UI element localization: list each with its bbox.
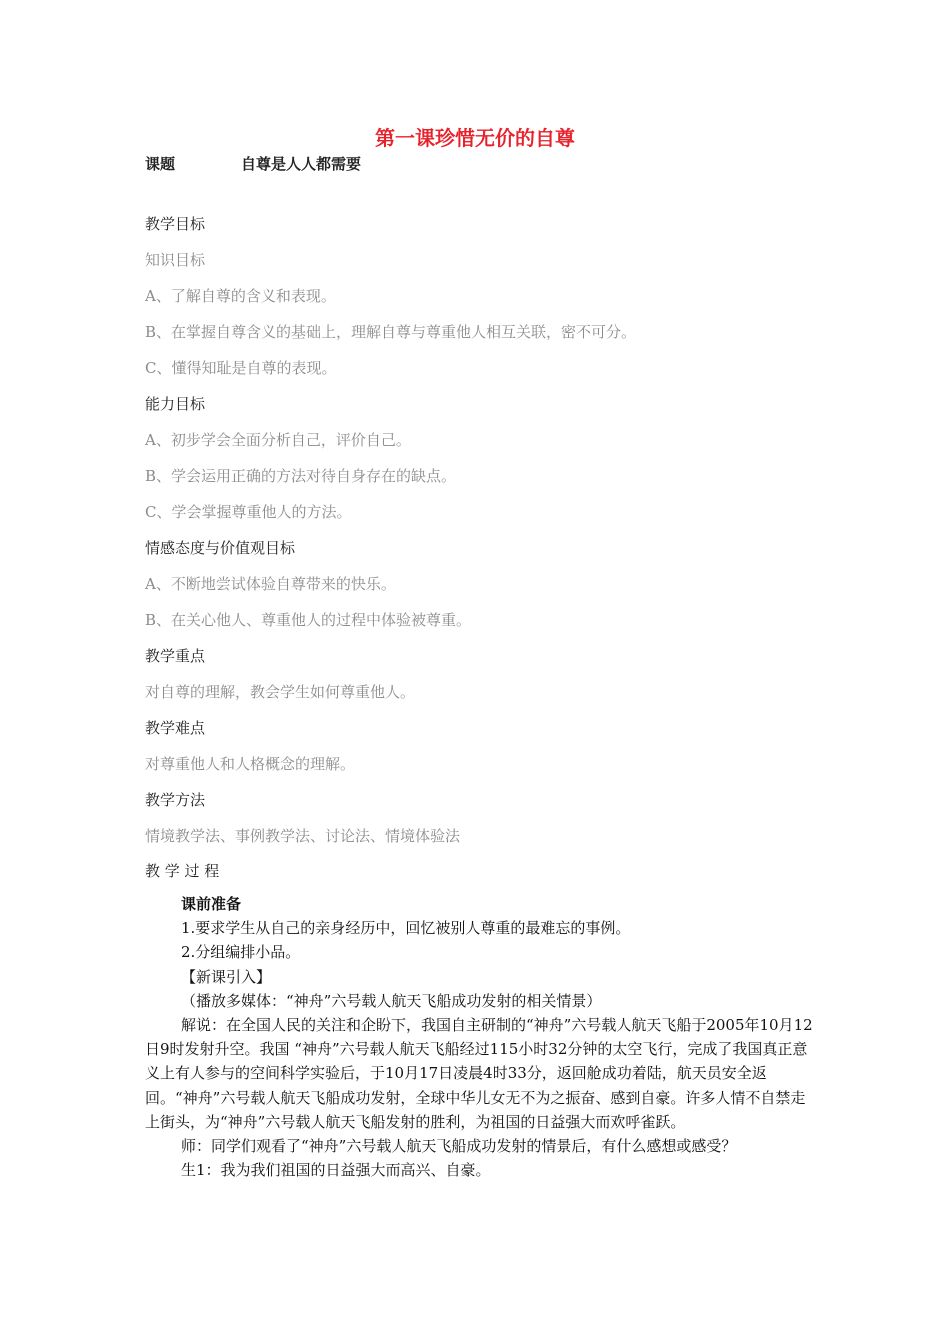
media-note: （播放多媒体：“神舟”六号载人航天飞船成功发射的相关情景） [181, 991, 602, 1010]
subject-label: 课题 [145, 155, 176, 173]
ability-item: C、学会掌握尊重他人的方法。 [145, 503, 352, 521]
difficulty-heading: 教学难点 [145, 719, 206, 737]
difficulty-text: 对尊重他人和人格概念的理解。 [145, 755, 356, 773]
attitude-item: B、在关心他人、尊重他人的过程中体验被尊重。 [145, 611, 472, 629]
prep-heading: 课前准备 [181, 895, 242, 913]
knowledge-item: B、在掌握自尊含义的基础上，理解自尊与尊重他人相互关联，密不可分。 [145, 323, 637, 341]
teacher-question: 师：同学们观看了“神舟”六号载人航天飞船成功发射的情景后，有什么感想或感受？ [181, 1137, 737, 1156]
prep-item: 1.要求学生从自己的亲身经历中，回忆被别人尊重的最难忘的事例。 [181, 919, 631, 938]
process-body [145, 892, 817, 1182]
knowledge-item: C、懂得知耻是自尊的表现。 [145, 359, 337, 377]
method-text: 情境教学法、事例教学法、讨论法、情境体验法 [145, 827, 461, 845]
subject-row [145, 153, 361, 174]
attitude-heading: 情感态度与价值观目标 [145, 539, 296, 557]
explanation-paragraph: 解说：在全国人民的关注和企盼下，我国自主研制的“神舟”六号载人航天飞船于2005年10月12日9时发射升空。我国 “神舟”六号载人航天飞船经过115小时32分钟的太空飞行，完成了我国真正意义上有人参与的空间科学实验后，于10月17日凌晨4时33分，返回舱成功着陆，航天员安全返回。“神舟”六号载人航天飞船成功发射，全球中华儿女无不为之振奋、感到自豪。许多人情不自禁走上街头，为“神舟”六号载人航天飞船发射的胜利，为祖国的日益强大而欢呼雀跃。 [145, 1016, 813, 1131]
ability-item: B、学会运用正确的方法对待自身存在的缺点。 [145, 467, 457, 485]
intro-heading: 【新课引入】 [181, 967, 272, 986]
method-heading: 教学方法 [145, 791, 206, 809]
attitude-item: A、不断地尝试体验自尊带来的快乐。 [145, 575, 396, 593]
knowledge-heading: 知识目标 [145, 251, 206, 269]
prep-item: 2.分组编排小品。 [181, 943, 301, 962]
knowledge-item: A、了解自尊的含义和表现。 [145, 287, 336, 305]
process-heading: 教 学 过 程 [145, 862, 220, 880]
goals-heading: 教学目标 [145, 215, 206, 233]
key-point-text: 对自尊的理解，教会学生如何尊重他人。 [145, 683, 416, 701]
document-title: 第一课珍惜无价的自尊 [375, 126, 575, 150]
ability-heading: 能力目标 [145, 395, 206, 413]
key-point-heading: 教学重点 [145, 647, 206, 665]
subject-value: 自尊是人人都需要 [241, 155, 362, 173]
student-answer: 生1：我为我们祖国的日益强大而高兴、自豪。 [181, 1161, 491, 1180]
ability-item: A、初步学会全面分析自己，评价自己。 [145, 431, 411, 449]
